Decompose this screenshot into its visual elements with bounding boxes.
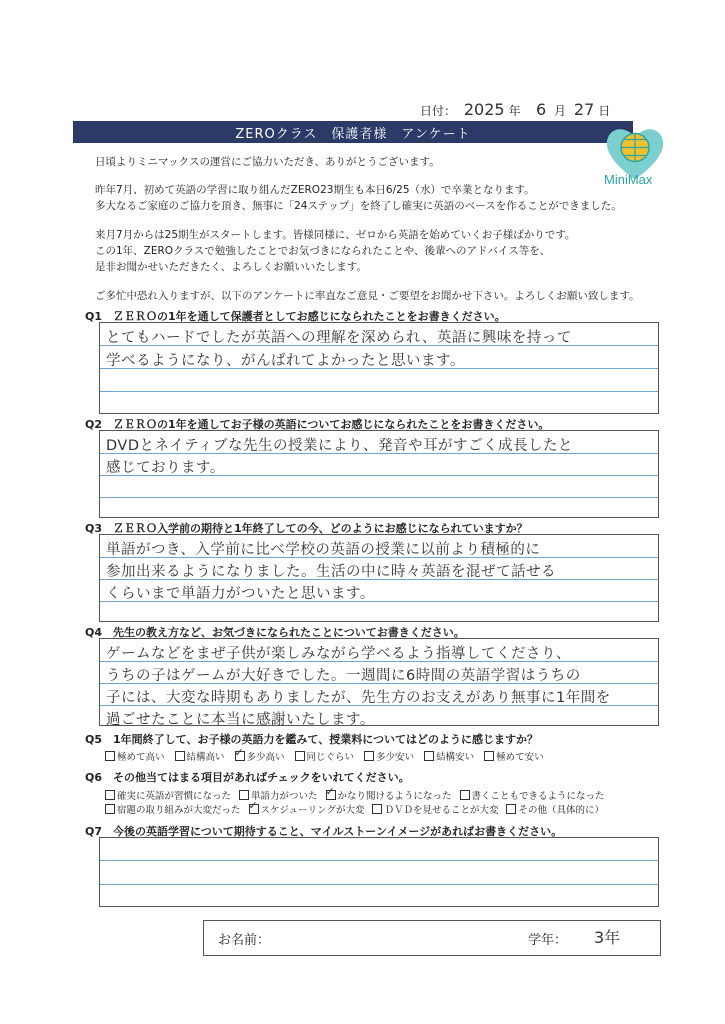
checkbox-icon[interactable] [105, 804, 115, 814]
name-label: お名前： [218, 933, 271, 948]
q6-option[interactable]: 確実に英語が習慣になった [105, 788, 231, 802]
q3-answer-line-3: くらいまで単語力がついたと思います。 [106, 586, 375, 602]
q6-option[interactable]: ＤＶＤを見せることが大変 [372, 802, 498, 816]
intro-line-7: ご多忙中恐れ入りますが、以下のアンケートに率直なご意見・ご要望をお聞かせ下さい。よろしくお願い致します。 [95, 290, 640, 302]
name-grade-box[interactable] [203, 920, 661, 956]
checkbox-checked-icon[interactable] [235, 751, 245, 761]
grade-value: 3年 [594, 928, 621, 947]
checkbox-icon[interactable] [364, 751, 374, 761]
q5-option[interactable]: 極めて高い [105, 749, 165, 763]
q5-option[interactable]: 多少安い [364, 749, 414, 763]
q1-label: Q1 ＺＥＲＯの1年を通して保護者としてお感じになられたことをお書きください。 [85, 310, 506, 323]
intro-line-3: 多大なるご家庭のご協力を頂き、無事に「24ステップ」を終了し確実に英語のベースを作ることができました。 [95, 200, 622, 212]
q5-option[interactable]: 結構高い [175, 749, 225, 763]
q3-answer-line-2: 参加出来るようになりました。生活の中に時々英語を混ぜて話せる [106, 564, 556, 580]
q6-option[interactable]: 書くこともできるようになった [460, 788, 605, 802]
intro-line-1: 日頃よりミニマックスの運営にご協力いただき、ありがとうございます。 [95, 156, 440, 168]
q2-label: Q2 ＺＥＲＯの1年を通してお子様の英語についてお感じになられたことをお書きください。 [85, 418, 550, 431]
checkbox-icon[interactable] [105, 790, 115, 800]
intro-line-4: 来月7月からは25期生がスタートします。皆様同様に、ゼロから英語を始めていくお子様ばかりです。 [95, 229, 576, 241]
q5-option[interactable]: ✓ 多少高い [235, 749, 285, 763]
date-year: 2025 [463, 100, 505, 119]
checkbox-icon[interactable] [424, 751, 434, 761]
q7-label: Q7 今後の英語学習について期待すること、マイルストーンイメージがあればお書きください。 [85, 825, 563, 838]
intro-line-6: 是非お聞かせいただきたく、よろしくお願いいたします。 [95, 261, 367, 273]
q6-option[interactable]: 単語力がついた [239, 788, 318, 802]
q3-label: Q3 ＺＥＲＯ入学前の期待と1年終了しての今、どのようにお感じになられていますか？ [85, 522, 528, 535]
grade-label: 学年： [528, 933, 568, 948]
q1-answer-box[interactable] [99, 322, 659, 414]
q6-option[interactable]: ✓ かなり聞けるようになった [326, 788, 452, 802]
checkbox-icon[interactable] [484, 751, 494, 761]
q5-option[interactable]: 極めて安い [484, 749, 544, 763]
q3-answer-line-1: 単語がつき、入学前に比べ学校の英語の授業に以前より積極的に [106, 542, 541, 558]
q2-answer-line-1: DVDとネイティブな先生の授業により、発音や耳がすごく成長したと [106, 438, 574, 454]
q6-options-row-2 [105, 802, 604, 816]
q4-answer-line-4: 過ごせたことに本当に感謝いたします。 [106, 712, 375, 728]
q2-answer-line-2: 感じております。 [106, 460, 225, 476]
q4-label: Q4 先生の教え方など、お気づきになられたことについてお書きください。 [85, 626, 465, 639]
logo-text: MiniMax [604, 172, 653, 187]
q4-answer-box[interactable] [99, 638, 659, 726]
q2-answer-box[interactable] [99, 430, 659, 518]
date-day-unit: 日 [598, 104, 611, 118]
date-month: 6 [536, 100, 547, 119]
checkbox-icon[interactable] [460, 790, 470, 800]
q6-option[interactable]: 宿題の取り組みが大変だった [105, 802, 241, 816]
q5-option[interactable]: 結構安い [424, 749, 474, 763]
date-row [420, 100, 614, 119]
q7-answer-box[interactable] [99, 837, 659, 907]
q6-label: Q6 その他当てはまる項目があればチェックをいれてください。 [85, 771, 410, 784]
q4-answer-line-3: 子には、大変な時期もありましたが、先生方のお支えがあり無事に1年間を [106, 690, 611, 706]
intro-line-2: 昨年7月、初めて英語の学習に取り組んだZERO23期生も本日6/25（水）で卒業となります。 [95, 184, 535, 196]
date-label: 日付： [420, 104, 457, 118]
q6-option[interactable]: ✓ スケジューリングが大変 [249, 802, 365, 816]
checkbox-icon[interactable] [175, 751, 185, 761]
date-day: 27 [573, 100, 595, 119]
q4-answer-line-2: うちの子はゲームが大好きでした。一週間に6時間の英語学習はうちの [106, 668, 581, 684]
q1-answer-line-1: とてもハードでしたが英語への理解を深められ、英語に興味を持って [106, 330, 572, 346]
checkbox-icon[interactable] [105, 751, 115, 761]
checkbox-icon[interactable] [239, 790, 249, 800]
q5-option[interactable]: 同じぐらい [295, 749, 355, 763]
q5-options [105, 749, 544, 763]
checkbox-checked-icon[interactable] [326, 790, 336, 800]
intro-line-5: この1年、ZEROクラスで勉強したことでお気づきになられたことや、後輩へのアドバイス等を、 [95, 245, 551, 257]
date-year-unit: 年 [508, 104, 521, 118]
date-month-unit: 月 [554, 104, 567, 118]
q5-label: Q5 1年間終了して、お子様の英語力を鑑みて、授業料についてはどのように感じますか？ [85, 733, 538, 746]
checkbox-icon[interactable] [506, 804, 516, 814]
checkbox-icon[interactable] [372, 804, 382, 814]
checkbox-icon[interactable] [295, 751, 305, 761]
q4-answer-line-1: ゲームなどをまぜ子供が楽しみながら学べるよう指導してくださり、 [106, 646, 571, 662]
q6-options-row-1 [105, 788, 605, 802]
survey-title: ZEROクラス 保護者様 アンケート [73, 121, 633, 143]
q6-option[interactable]: その他（具体的に） [506, 802, 604, 816]
q1-answer-line-2: 学べるようになり、がんばれてよかったと思います。 [106, 353, 465, 369]
q3-answer-box[interactable] [99, 534, 659, 622]
checkbox-checked-icon[interactable] [249, 804, 259, 814]
